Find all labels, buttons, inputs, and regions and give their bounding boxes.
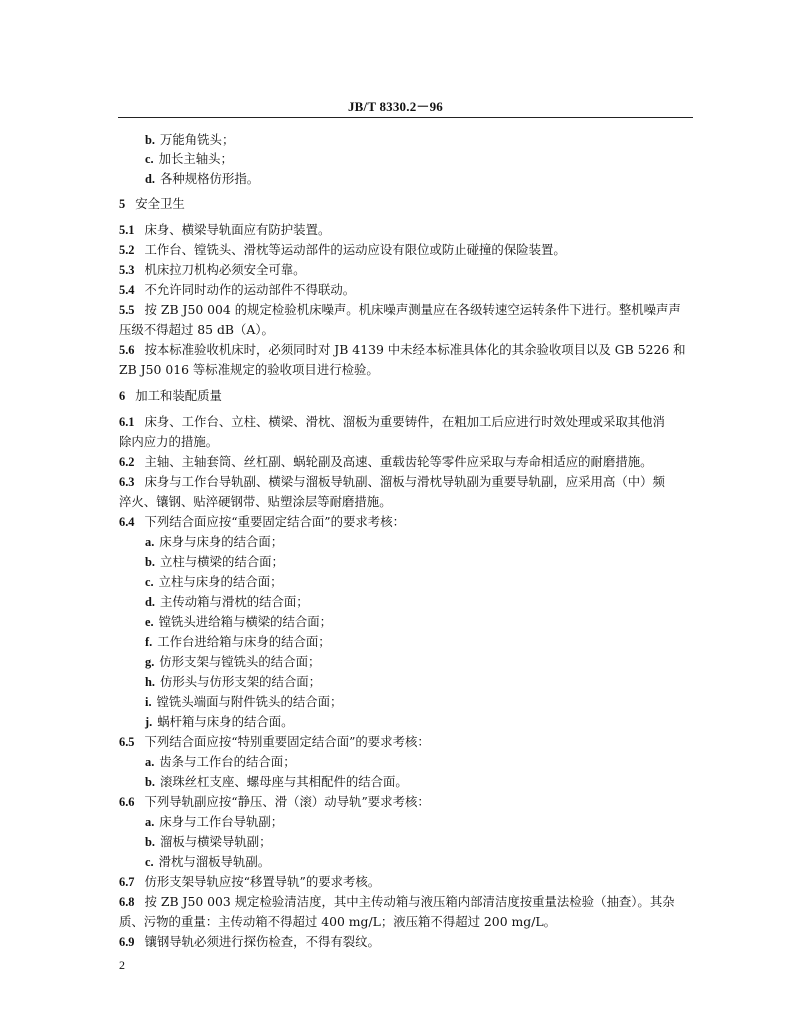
clause-number: 6.3 — [119, 475, 135, 489]
list-item — [145, 654, 720, 670]
clause-line — [119, 734, 694, 750]
list-item — [145, 574, 720, 590]
clause-number: 6 — [119, 389, 126, 403]
line-text: 工作台进给箱与床身的结合面； — [157, 634, 331, 649]
clause-line — [119, 196, 694, 212]
list-item — [145, 594, 720, 610]
clause-line — [119, 388, 694, 404]
line-text: 下列导轨副应按“静压、滑（滚）动导轨”要求考核： — [144, 794, 430, 809]
list-label: c. — [145, 152, 154, 166]
line-text: 除内应力的措施。 — [119, 434, 219, 449]
clause-line — [119, 222, 694, 238]
list-label: f. — [145, 635, 153, 649]
clause-number: 5.5 — [119, 303, 135, 317]
line-text: 溜板与横梁导轨副； — [160, 834, 272, 849]
list-item — [145, 814, 720, 830]
line-text: 床身与床身的结合面； — [159, 534, 284, 549]
line-text: 按 ZB J50 004 的规定检验机床噪声。机床噪声测量应在各级转速空运转条件下进行。整机噪声声 — [144, 302, 681, 317]
list-item — [145, 714, 720, 730]
clause-number: 5.2 — [119, 243, 135, 257]
clause-line — [119, 514, 694, 530]
line-text: 蜗杆箱与床身的结合面。 — [157, 714, 294, 729]
line-text: 床身、工作台、立柱、横梁、滑枕、溜板为重要铸件，在粗加工后应进行时效处理或采取其他消 — [144, 414, 665, 429]
header-rule — [118, 117, 693, 118]
clause-line — [119, 242, 694, 258]
line-text: 质、污物的重量：主传动箱不得超过 400 mg/L；液压箱不得超过 200 mg/L。 — [119, 914, 556, 929]
list-label: c. — [145, 855, 154, 869]
list-item — [145, 554, 720, 570]
page-header: JB/T 8330.2－96 — [347, 99, 444, 114]
text-line — [119, 494, 694, 510]
list-item — [145, 614, 720, 630]
list-label: c. — [145, 575, 154, 589]
list-item — [145, 694, 720, 710]
line-text: ZB J50 016 等标准规定的验收项目进行检验。 — [119, 362, 379, 377]
list-item — [145, 534, 720, 550]
text-line — [119, 322, 694, 338]
clause-number: 6.4 — [119, 515, 135, 529]
text-line — [119, 914, 694, 930]
clause-number: 6.2 — [119, 455, 135, 469]
line-text: 按 ZB J50 003 规定检验清洁度，其中主传动箱与液压箱内部清洁度按重量法检验（抽查）。其杂 — [144, 894, 675, 909]
text-line — [119, 362, 694, 378]
clause-line — [119, 454, 694, 470]
list-item — [145, 774, 720, 790]
clause-number: 5.3 — [119, 263, 135, 277]
clause-line — [119, 342, 694, 358]
list-item — [145, 634, 720, 650]
clause-number: 6.7 — [119, 875, 135, 889]
line-text: 安全卫生 — [135, 196, 185, 211]
line-text: 按本标准验收机床时，必须同时对 JB 4139 中未经本标准具体化的其余验收项目以及 GB 5226 和 — [144, 342, 686, 357]
clause-line — [119, 874, 694, 890]
clause-number: 6.5 — [119, 735, 135, 749]
list-label: h. — [145, 675, 155, 689]
list-label: b. — [145, 775, 155, 789]
line-text: 床身、横梁导轨面应有防护装置。 — [144, 222, 331, 237]
line-text: 镗铣头端面与附件铣头的结合面； — [156, 694, 343, 709]
clause-line — [119, 282, 694, 298]
line-text: 不允许同时动作的运动部件不得联动。 — [144, 282, 356, 297]
clause-number: 6.6 — [119, 795, 135, 809]
line-text: 下列结合面应按“特别重要固定结合面”的要求考核： — [144, 734, 430, 749]
line-text: 压级不得超过 85 dB（A）。 — [119, 322, 274, 337]
line-text: 工作台、镗铣头、滑枕等运动部件的运动应设有限位或防止碰撞的保险装置。 — [144, 242, 566, 257]
clause-line — [119, 262, 694, 278]
list-item — [145, 674, 720, 690]
clause-number: 5.4 — [119, 283, 135, 297]
line-text: 加工和装配质量 — [135, 388, 222, 403]
list-label: d. — [145, 172, 155, 186]
line-text: 滑枕与溜板导轨副。 — [158, 854, 271, 869]
list-label: a. — [145, 815, 155, 829]
list-label: a. — [145, 535, 155, 549]
list-label: b. — [145, 133, 155, 147]
list-item — [145, 834, 720, 850]
line-text: 滚珠丝杠支座、螺母座与其相配件的结合面。 — [160, 774, 408, 789]
list-label: g. — [145, 655, 155, 669]
line-text: 仿形支架导轨应按“移置导轨”的要求考核。 — [144, 874, 381, 889]
page-number: 2 — [119, 958, 125, 972]
line-text: 仿形头与仿形支架的结合面； — [160, 674, 322, 689]
line-text: 镶钢导轨必须进行探伤检查，不得有裂纹。 — [144, 934, 380, 949]
list-label: e. — [145, 615, 154, 629]
clause-line — [119, 894, 694, 910]
clause-number: 6.9 — [119, 935, 135, 949]
list-item — [145, 754, 720, 770]
clause-number: 6.1 — [119, 415, 135, 429]
line-text: 下列结合面应按“重要固定结合面”的要求考核： — [144, 514, 405, 529]
clause-line — [119, 794, 694, 810]
line-text: 镗铣头进给箱与横梁的结合面； — [158, 614, 333, 629]
list-label: a. — [145, 755, 155, 769]
clause-line — [119, 302, 694, 318]
line-text: 万能角铣头； — [160, 132, 235, 147]
clause-number: 6.8 — [119, 895, 135, 909]
list-label: b. — [145, 835, 155, 849]
clause-number: 5 — [119, 197, 126, 211]
clause-line — [119, 474, 694, 490]
list-label: j. — [145, 715, 153, 729]
list-label: i. — [145, 695, 152, 709]
line-text: 立柱与横梁的结合面； — [160, 554, 284, 569]
clause-number: 5.6 — [119, 343, 135, 357]
list-item — [145, 151, 720, 167]
line-text: 齿条与工作台的结合面； — [159, 754, 296, 769]
line-text: 主传动箱与滑枕的结合面； — [160, 594, 309, 609]
line-text: 床身与工作台导轨副； — [159, 814, 284, 829]
clause-line — [119, 414, 694, 430]
line-text: 主轴、主轴套筒、丝杠副、蜗轮副及高速、重载齿轮等零件应采取与寿命相适应的耐磨措施。 — [144, 454, 653, 469]
line-text: 机床拉刀机构必须安全可靠。 — [144, 262, 306, 277]
line-text: 加长主轴头； — [158, 151, 233, 166]
list-item — [145, 132, 720, 148]
line-text: 淬火、镶钢、贴淬硬钢带、贴塑涂层等耐磨措施。 — [119, 494, 392, 509]
list-label: d. — [145, 595, 155, 609]
line-text: 各种规格仿形指。 — [160, 171, 260, 186]
text-line — [119, 434, 694, 450]
line-text: 仿形支架与镗铣头的结合面； — [159, 654, 321, 669]
clause-number: 5.1 — [119, 223, 135, 237]
clause-line — [119, 934, 694, 950]
list-label: b. — [145, 555, 155, 569]
list-item — [145, 171, 720, 187]
line-text: 立柱与床身的结合面； — [158, 574, 283, 589]
line-text: 床身与工作台导轨副、横梁与溜板导轨副、溜板与滑枕导轨副为重要导轨副，应采用高（中）频 — [144, 474, 665, 489]
list-item — [145, 854, 720, 870]
